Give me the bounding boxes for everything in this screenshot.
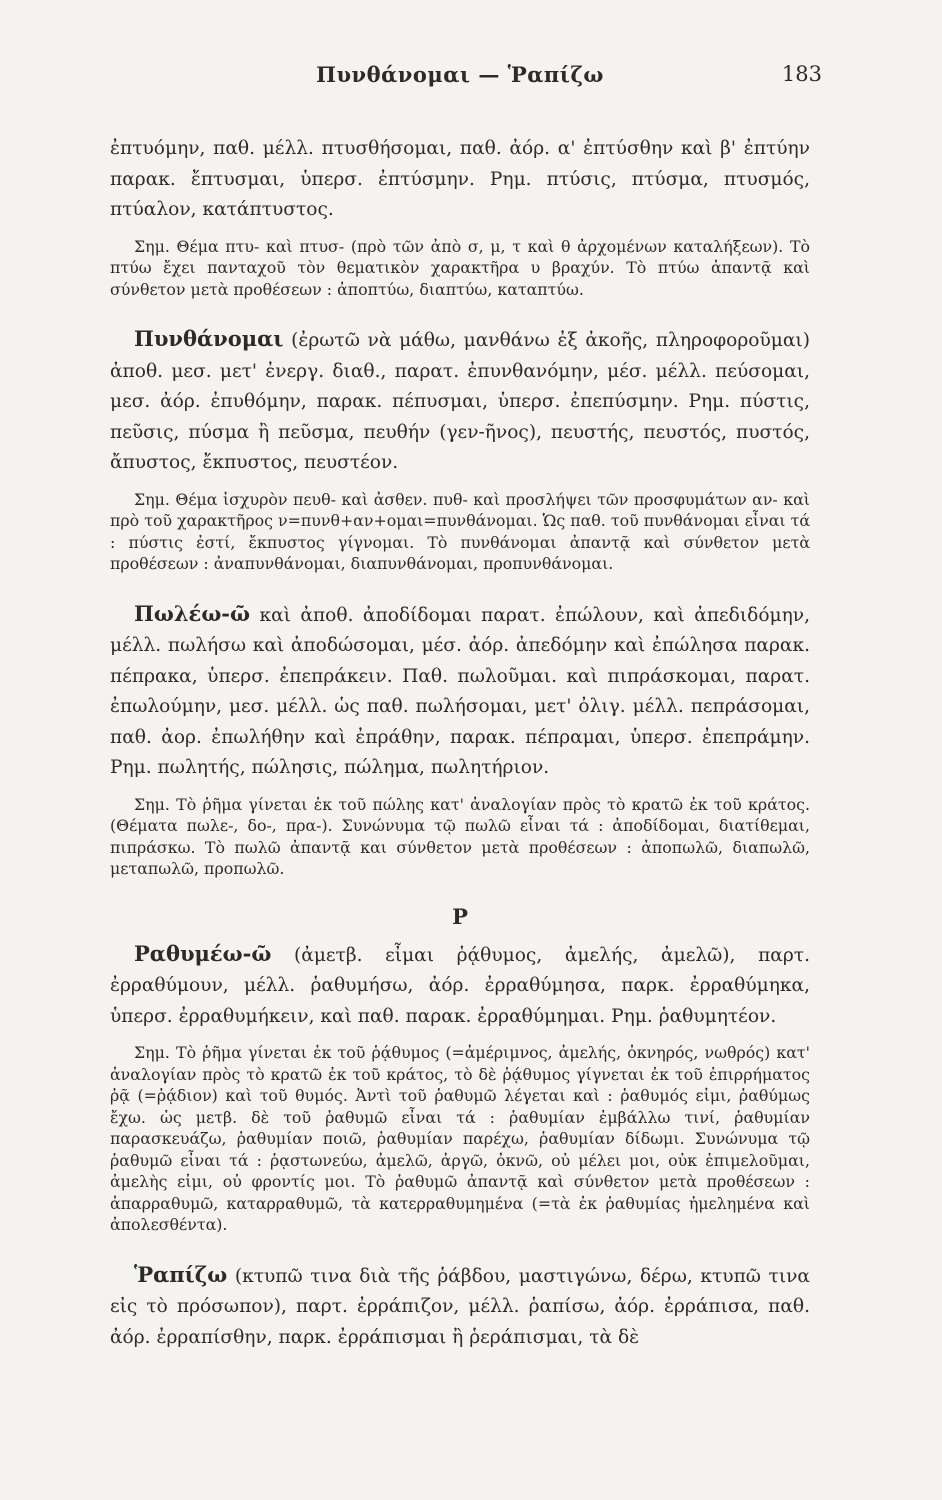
entry-text: (ἐρωτῶ νὰ μάθω, μανθάνω ἐξ ἀκοῆς, πληροφοροῦμαι) ἀποθ. μεσ. μετ' ἐνεργ. διαθ., παρατ. ἐπυνθανόμην, μέσ. μέλλ. πεύσομαι, μεσ. ἀόρ. ἐπυθόμην, παρακ. πέπυσμαι, ὑπερσ. ἐπεπύσμην. Ρημ. πύστις, πεῦσις, πύσμα ἢ πεῦσμα, πευθήν (γεν-ῆνος), πευστής, πευστός, πυστός, ἄπυστος, ἔκπυστος, πευστέον. bbox=[110, 330, 810, 473]
entry-rapizo bbox=[110, 1260, 810, 1354]
entry-rathymeo bbox=[110, 939, 810, 1033]
entry-text: (κτυπῶ τινα διὰ τῆς ῥάβδου, μαστιγώνω, δέρω, κτυπῶ τινα εἰς τὸ πρόσωπον), παρτ. ἐρράπιζον, μέλλ. ῥαπίσω, ἀόρ. ἐρράπισα, παθ. ἀόρ. ἐρραπίσθην, παρκ. ἐρράπισμαι ἢ ῥεράπισμαι, τὰ δὲ bbox=[110, 1265, 810, 1348]
headword: Πυνθάνομαι bbox=[134, 326, 284, 351]
entry-text: ἐπτυόμην, παθ. μέλλ. πτυσθήσομαι, παθ. ἀόρ. α' ἐπτύσθην καὶ β' ἐπτύην παρακ. ἔπτυσμαι, ὑπερσ. ἐπτύσμην. Ρημ. πτύσις, πτύσμα, πτυσμός, πτύαλον, κατάπτυστος. bbox=[110, 138, 810, 220]
page-number: 183 bbox=[781, 62, 822, 86]
entry-continuation-ptyo bbox=[110, 134, 810, 226]
headword: Ῥαπίζω bbox=[134, 1261, 228, 1287]
entry-poleo bbox=[110, 599, 810, 784]
entry-text: (ἀμετβ. εἶμαι ῥᾴθυμος, ἀμελής, ἀμελῶ), παρτ. ἐρραθύμουν, μέλλ. ῥαθυμήσω, ἀόρ. ἐρραθύμησα, παρκ. ἐρραθύμηκα, ὑπερσ. ἐρραθυμήκειν, καὶ παθ. παρακ. ἐρραθύμημαι. Ρημ. ῥαθυμητέον. bbox=[110, 944, 810, 1027]
page-title: Πυνθάνομαι — Ῥαπίζω bbox=[316, 62, 604, 87]
note-poleo: Σημ. Τὸ ῥῆμα γίνεται ἐκ τοῦ πώλης κατ' ἀναλογίαν πρὸς τὸ κρατῶ ἐκ τοῦ κράτος. (Θέματα πωλε-, δο-, πρα-). Συνώνυμα τῷ πωλῶ εἶναι τά : ἀποδίδομαι, διατίθεμαι, πιπράσκω. Τὸ πωλῶ ἀπαντᾷ και σύνθετον μετὰ προθέσεων : ἀποπωλῶ, διαπωλῶ, μεταπωλῶ, προπωλῶ. bbox=[110, 794, 810, 878]
section-letter: Ρ bbox=[452, 903, 468, 929]
headword: Ραθυμέω-ῶ bbox=[134, 940, 272, 966]
entry-pynthanomai bbox=[110, 324, 810, 479]
note-ptyo: Σημ. Θέμα πτυ- καὶ πτυσ- (πρὸ τῶν ἀπὸ σ, μ, τ καὶ θ ἀρχομένων καταλήξεων). Τὸ πτύω ἔχει πανταχοῦ τὸν θεματικὸν χαρακτῆρα υ βραχύν. Τὸ πτύω ἀπαντᾷ καὶ σύνθετον μετὰ προθέσεων : ἀποπτύω, διαπτύω, καταπτύω. bbox=[110, 236, 810, 299]
headword: Πωλέω-ῶ bbox=[134, 600, 251, 626]
note-rathymeo: Σημ. Τὸ ῥῆμα γίνεται ἐκ τοῦ ῥᾴθυμος (=ἀμέριμνος, ἀμελής, ὀκνηρός, νωθρός) κατ' ἀναλογίαν πρὸς τὸ κρατῶ ἐκ τοῦ κράτος, τὸ δὲ ῥᾴθυμος γίγνεται ἐκ τοῦ ἐπιρρήματος ῥᾷ (=ῥᾴδιον) καὶ τοῦ θυμός. Ἀντὶ τοῦ ῥαθυμῶ λέγεται καὶ : ῥαθυμός εἰμι, ῥαθύμως ἔχω. ὡς μετβ. δὲ τοῦ ῥαθυμῶ εἶναι τά : ῥαθυμίαν ἐμβάλλω τινί, ῥαθυμίαν παρασκευάζω, ῥαθυμίαν ποιῶ, ῥαθυμίαν παρέχω, ῥαθυμίαν δίδωμι. Συνώνυμα τῷ ῥαθυμῶ εἶναι τά : ῥᾳστωνεύω, ἀμελῶ, ἀργῶ, ὀκνῶ, οὐ μέλει μοι, οὐκ ἐπιμελοῦμαι, ἀμελὴς εἰμι, οὐ φροντίς μοι. Τὸ ῥαθυμῶ ἀπαντᾷ καὶ σύνθετον μετὰ προθέσεων : ἀπαρραθυμῶ, καταρραθυμῶ, τὰ κατερραθυμημένα (=τὰ ἐκ ῥαθυμίας ἠμελημένα καὶ ἀπολεσθέντα). bbox=[110, 1043, 810, 1234]
entry-text: καὶ ἀποθ. ἀποδίδομαι παρατ. ἐπώλουν, καὶ ἀπεδιδόμην, μέλλ. πωλήσω καὶ ἀποδώσομαι, μέσ. ἀόρ. ἀπεδόμην καὶ ἐπώλησα παρακ. πέπρακα, ὑπερσ. ἐπεπράκειν. Παθ. πωλοῦμαι. καὶ πιπράσκομαι, παρατ. ἐπωλούμην, μεσ. μέλλ. ὡς παθ. πωλήσομαι, μετ' ὀλιγ. μέλλ. πεπράσομαι, παθ. ἀορ. ἐπωλήθην καὶ ἐπράθην, παρακ. πέπραμαι, ὑπερσ. ἐπεπράμην. Ρημ. πωλητής, πώλησις, πώλημα, πωλητήριον. bbox=[110, 604, 810, 778]
note-pynthanomai: Σημ. Θέμα ἰσχυρὸν πευθ- καὶ ἀσθεν. πυθ- καὶ προσλήψει τῶν προσφυμάτων αν- καὶ πρὸ τοῦ χαρακτῆρος ν=πυνθ+αν+ομαι=πυνθάνομαι. Ὡς παθ. τοῦ πυνθάνομαι εἶναι τά : πύστις ἐστί, ἔκπυστος γίγνομαι. Τὸ πυνθάνομαι ἀπαντᾷ καὶ σύνθετον μετὰ προθέσεων : ἀναπυνθάνομαι, διαπυνθάνομαι, προπυνθάνομαι. bbox=[110, 489, 811, 573]
running-head bbox=[110, 62, 822, 102]
